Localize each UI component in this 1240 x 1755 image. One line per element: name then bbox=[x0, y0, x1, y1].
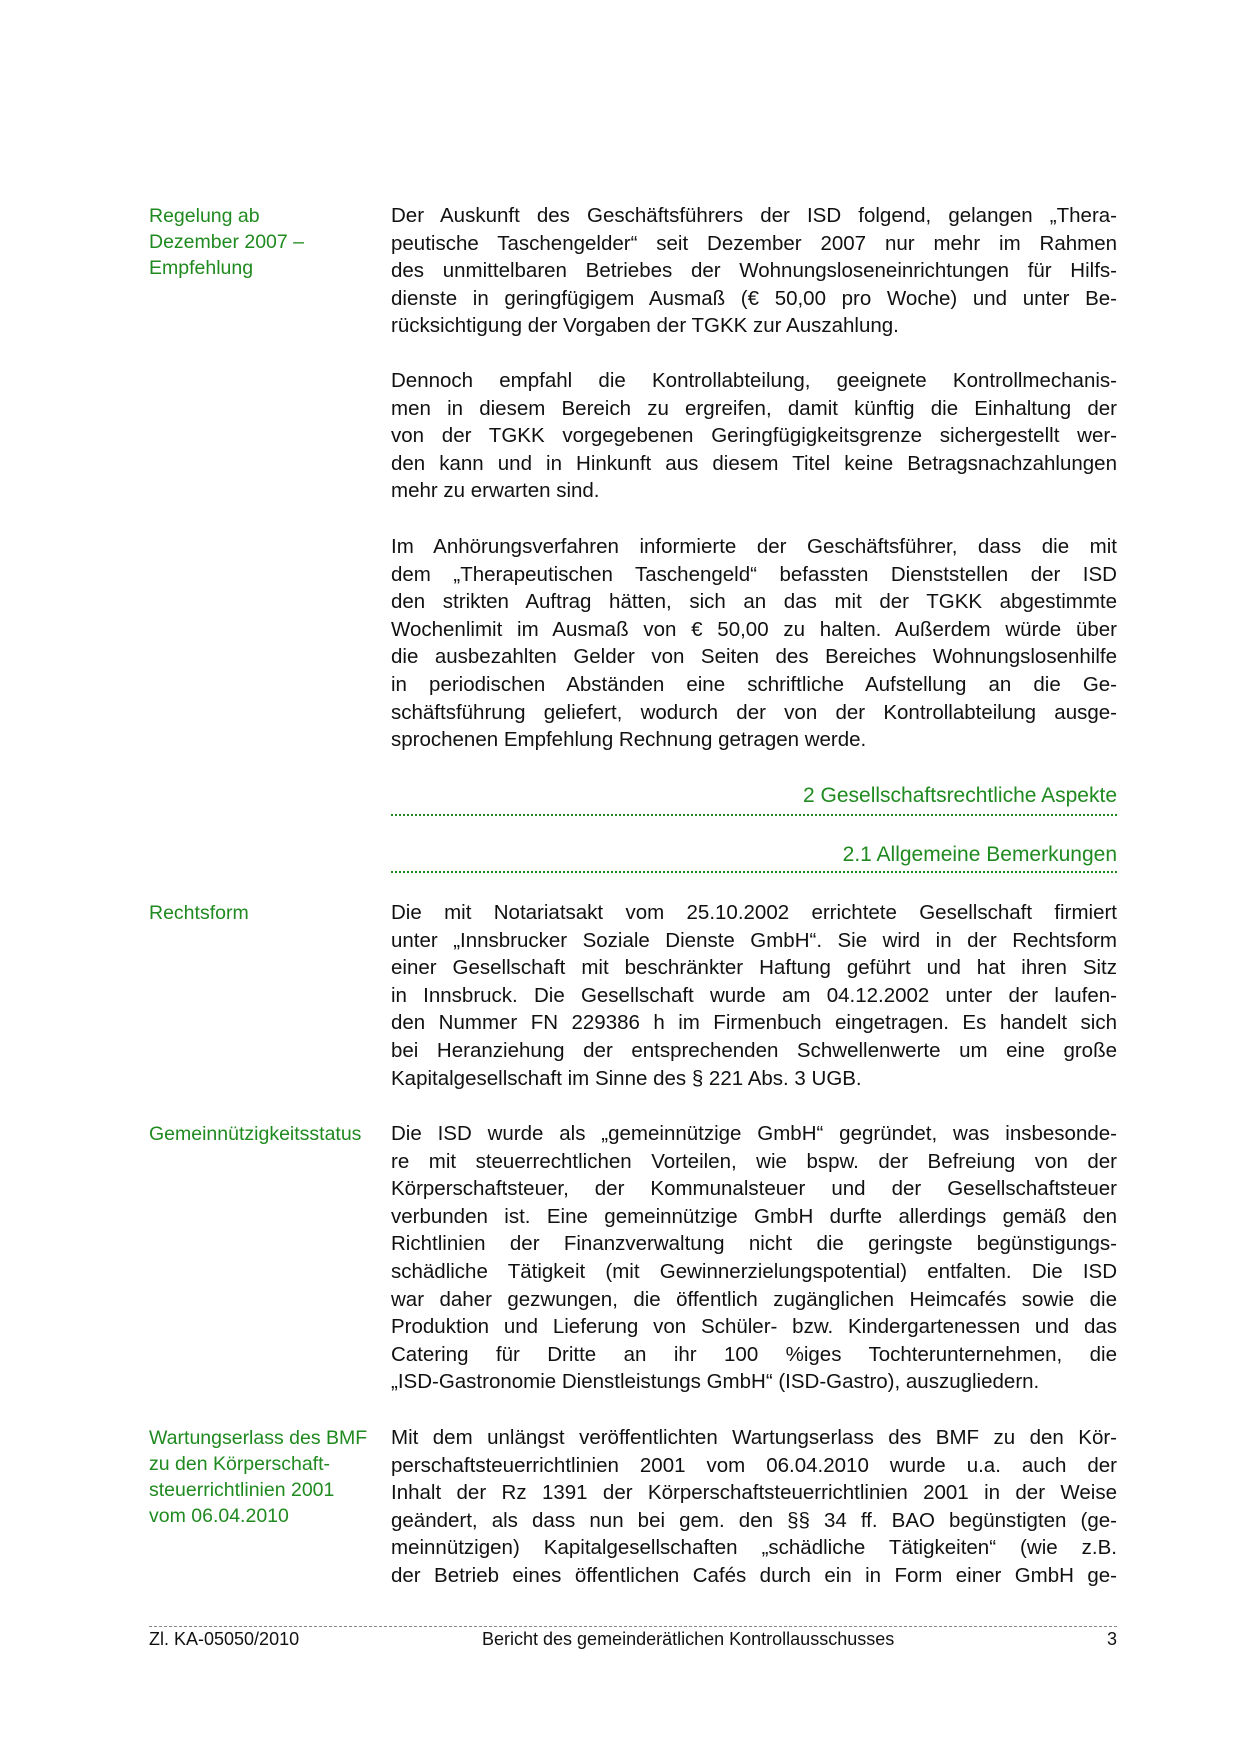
paragraph-line: unter „Innsbrucker Soziale Dienste GmbH“. Sie wird in der Rechtsform bbox=[391, 928, 1117, 952]
paragraph-line: verbunden ist. Eine gemeinnützige GmbH durfte allerdings gemäß den bbox=[391, 1204, 1117, 1228]
paragraph-line: meinnützigen) Kapitalgesellschaften „schädliche Tätigkeiten“ (wie z.B. bbox=[391, 1536, 1117, 1560]
margin-note-line: Wartungserlass des BMF bbox=[149, 1427, 368, 1449]
paragraph-line: Produktion und Lieferung von Schüler- bzw. Kindergartenessen und das bbox=[391, 1315, 1117, 1339]
paragraph-line: war daher gezwungen, die öffentlich zugänglichen Heimcafés sowie die bbox=[391, 1287, 1117, 1311]
page-number: 3 bbox=[1106, 1629, 1117, 1649]
margin-note-wartungserlass bbox=[149, 1425, 389, 1529]
paragraph-line: Dennoch empfahl die Kontrollabteilung, geeignete Kontrollmechanis- bbox=[391, 369, 1117, 392]
paragraph-line: von der TGKK vorgegebenen Geringfügigkeitsgrenze sichergestellt wer- bbox=[391, 424, 1117, 448]
paragraph-line: den strikten Auftrag hätten, sich an das mit der TGKK abgestimmte bbox=[391, 590, 1117, 614]
paragraph-line: Mit dem unlängst veröffentlichten Wartungserlass des BMF zu den Kör- bbox=[391, 1426, 1117, 1449]
section-heading-2-1: 2.1 Allgemeine Bemerkungen bbox=[842, 843, 1117, 866]
paragraph-wartungserlass bbox=[391, 1424, 1117, 1590]
margin-note-line: Empfehlung bbox=[149, 257, 254, 279]
paragraph-line: den Nummer FN 229386 h im Firmenbuch eingetragen. Es handelt sich bbox=[391, 1011, 1117, 1035]
paragraph-line: Im Anhörungsverfahren informierte der Geschäftsführer, dass die mit bbox=[391, 535, 1117, 558]
heading-divider bbox=[391, 871, 1117, 873]
margin-note-regelung bbox=[149, 203, 379, 281]
paragraph-line: in Innsbruck. Die Gesellschaft wurde am 04.12.2002 unter der laufen- bbox=[391, 983, 1117, 1007]
paragraph-line: rücksichtigung der Vorgaben der TGKK zur Auszahlung. bbox=[391, 314, 899, 338]
paragraph-line: dem „Therapeutischen Taschengeld“ befassten Dienststellen der ISD bbox=[391, 562, 1117, 586]
margin-note-line: Rechtsform bbox=[149, 902, 249, 924]
paragraph-line: in periodischen Abständen eine schriftliche Aufstellung an die Ge- bbox=[391, 672, 1117, 696]
paragraph-line: des unmittelbaren Betriebes der Wohnungsloseneinrichtungen für Hilfs- bbox=[391, 259, 1117, 283]
paragraph-line: Der Auskunft des Geschäftsführers der ISD folgend, gelangen „Thera- bbox=[391, 204, 1117, 227]
margin-note-line: vom 06.04.2010 bbox=[149, 1505, 289, 1527]
paragraph-line: „ISD-Gastronomie Dienstleistungs GmbH“ (ISD-Gastro), auszugliedern. bbox=[391, 1370, 1040, 1394]
heading-divider bbox=[391, 814, 1117, 816]
paragraph-line: schädliche Tätigkeit (mit Gewinnerzielungspotential) entfalten. Die ISD bbox=[391, 1259, 1117, 1283]
paragraph-line: sprochenen Empfehlung Rechnung getragen werde. bbox=[391, 728, 867, 752]
paragraph-line: men in diesem Bereich zu ergreifen, damit künftig die Einhaltung der bbox=[391, 396, 1117, 420]
footer-title: Bericht des gemeinderätlichen Kontrollausschusses bbox=[482, 1629, 895, 1649]
paragraph-line: Die ISD wurde als „gemeinnützige GmbH“ gegründet, was insbesonde- bbox=[391, 1122, 1117, 1145]
paragraph-line: dienste in geringfügigem Ausmaß (€ 50,00 pro Woche) und unter Be- bbox=[391, 286, 1117, 310]
margin-note-rechtsform bbox=[149, 900, 379, 926]
paragraph-line: die ausbezahlten Gelder von Seiten des Bereiches Wohnungslosenhilfe bbox=[391, 645, 1117, 669]
paragraph-line: Kapitalgesellschaft im Sinne des § 221 Abs. 3 UGB. bbox=[391, 1066, 862, 1090]
paragraph-empfehlung bbox=[391, 367, 1117, 505]
margin-note-gemeinnuetzigkeit bbox=[149, 1121, 389, 1147]
margin-note-line: steuerrichtlinien 2001 bbox=[149, 1479, 335, 1501]
section-heading-2: 2 Gesellschaftsrechtliche Aspekte bbox=[803, 784, 1117, 807]
margin-note-line: Regelung ab bbox=[149, 205, 260, 227]
paragraph-line: schäftsführung geliefert, wodurch der von der Kontrollabteilung ausge- bbox=[391, 700, 1117, 724]
paragraph-line: den kann und in Hinkunft aus diesem Titel keine Betragsnachzahlungen bbox=[391, 451, 1117, 475]
margin-note-line: Gemeinnützigkeitsstatus bbox=[149, 1123, 362, 1145]
paragraph-gemeinnuetzigkeit bbox=[391, 1120, 1117, 1396]
paragraph-line: Catering für Dritte an ihr 100 %iges Tochterunternehmen, die bbox=[391, 1342, 1117, 1366]
paragraph-auskunft bbox=[391, 202, 1117, 340]
paragraph-rechtsform bbox=[391, 899, 1117, 1092]
paragraph-line: geändert, als dass nun bei gem. den §§ 34 ff. BAO begünstigten (ge- bbox=[391, 1508, 1117, 1532]
paragraph-line: Inhalt der Rz 1391 der Körperschaftsteuerrichtlinien 2001 in der Weise bbox=[391, 1481, 1117, 1505]
margin-note-line: zu den Körperschaft- bbox=[149, 1453, 331, 1475]
paragraph-line: Richtlinien der Finanzverwaltung nicht die geringste begünstigungs- bbox=[391, 1232, 1117, 1256]
paragraph-line: der Betrieb eines öffentlichen Cafés durch ein in Form einer GmbH ge- bbox=[391, 1563, 1117, 1587]
paragraph-line: re mit steuerrechtlichen Vorteilen, wie bspw. der Befreiung von der bbox=[391, 1149, 1117, 1173]
paragraph-line: einer Gesellschaft mit beschränkter Haftung geführt und hat ihren Sitz bbox=[391, 956, 1117, 980]
paragraph-line: Wochenlimit im Ausmaß von € 50,00 zu halten. Außerdem würde über bbox=[391, 617, 1117, 641]
paragraph-line: Körperschaftsteuer, der Kommunalsteuer und der Gesellschaftsteuer bbox=[391, 1177, 1117, 1201]
paragraph-line: bei Heranziehung der entsprechenden Schwellenwerte um eine große bbox=[391, 1038, 1117, 1062]
paragraph-line: mehr zu erwarten sind. bbox=[391, 479, 600, 503]
footer-reference: Zl. KA-05050/2010 bbox=[149, 1629, 300, 1649]
paragraph-line: Die mit Notariatsakt vom 25.10.2002 errichtete Gesellschaft firmiert bbox=[391, 901, 1117, 924]
paragraph-line: peutische Taschengelder“ seit Dezember 2007 nur mehr im Rahmen bbox=[391, 231, 1117, 255]
paragraph-anhoerung bbox=[391, 533, 1117, 754]
paragraph-line: perschaftsteuerrichtlinien 2001 vom 06.04.2010 wurde u.a. auch der bbox=[391, 1453, 1117, 1477]
margin-note-line: Dezember 2007 – bbox=[149, 231, 305, 253]
